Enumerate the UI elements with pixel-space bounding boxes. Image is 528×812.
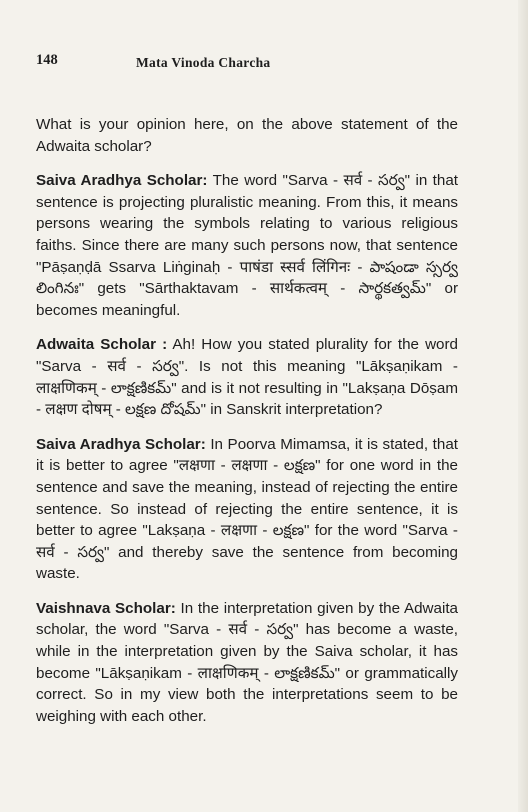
speaker-label: Vaishnava Scholar: xyxy=(36,599,176,617)
paragraph-text: What is your opinion here, on the above statement of the Adwaita scholar? xyxy=(36,116,458,155)
question-paragraph xyxy=(36,114,458,157)
paragraph-text: The word "Sarva - सर्व - సర్వ" in that sentence is projecting pluralistic meaning. From this, it means persons wearing the symbols relating to various religious faiths. Since there are many such persons now, that sentence "Pāṣaṇḍā Ssarva Liṅginaḥ - पाषंडा स्सर्व लिंगिनः - పాషండా స్సర్వ లింగినః" gets "Sārthaktavam - सार्थकत्वम् - సార్థకత్వమ్" or becomes meaningful. xyxy=(36,172,458,319)
speaker-label: Adwaita Scholar : xyxy=(36,336,168,354)
paragraph-text: In the interpretation given by the Adwaita scholar, the word "Sarva - सर्व - సర్వ" has become a waste, while in the interpretation given by the Saiva scholar, it has become "Lākṣaṇikam - लाक्षणिकम् - లాక్షణికమ్" or grammatically correct. So in my view both the interpretations seem to be weighing with each other. xyxy=(36,599,458,725)
page-body xyxy=(36,114,458,740)
adwaita-scholar-paragraph xyxy=(36,334,458,420)
saiva-aradhya-scholar-paragraph xyxy=(36,170,458,321)
page-number: 148 xyxy=(36,52,58,68)
speaker-label: Saiva Aradhya Scholar: xyxy=(36,435,206,453)
paragraph-text: Ah! How you stated plurality for the word "Sarva - सर्व - సర్వ". Is not this meaning "Lākṣaṇikam - लाक्षणिकम् - లాక్షణికమ్" and is it not resulting in "Lakṣaṇa Dōṣam - लक्षण दोषम् - లక్షణ దోషమ్" in Sanskrit interpretation? xyxy=(36,336,458,419)
page-edge xyxy=(518,0,528,812)
speaker-label: Saiva Aradhya Scholar: xyxy=(36,172,208,190)
vaishnava-scholar-paragraph xyxy=(36,598,458,728)
paragraph-text: In Poorva Mimamsa, it is stated, that it is better to agree "लक्षणा - लक्षणा - లక్షణ" for one word in the sentence and save the meaning, instead of rejecting the entire sentence. So instead of rejecting the entire sentence, it is better to agree "Lakṣaṇa - लक्षणा - లక్షణ" for the word "Sarva - सर्व - సర్వ" and thereby save the sentence from becoming waste. xyxy=(36,435,458,583)
saiva-aradhya-scholar-paragraph xyxy=(36,434,458,585)
running-title: Mata Vinoda Charcha xyxy=(136,55,271,70)
